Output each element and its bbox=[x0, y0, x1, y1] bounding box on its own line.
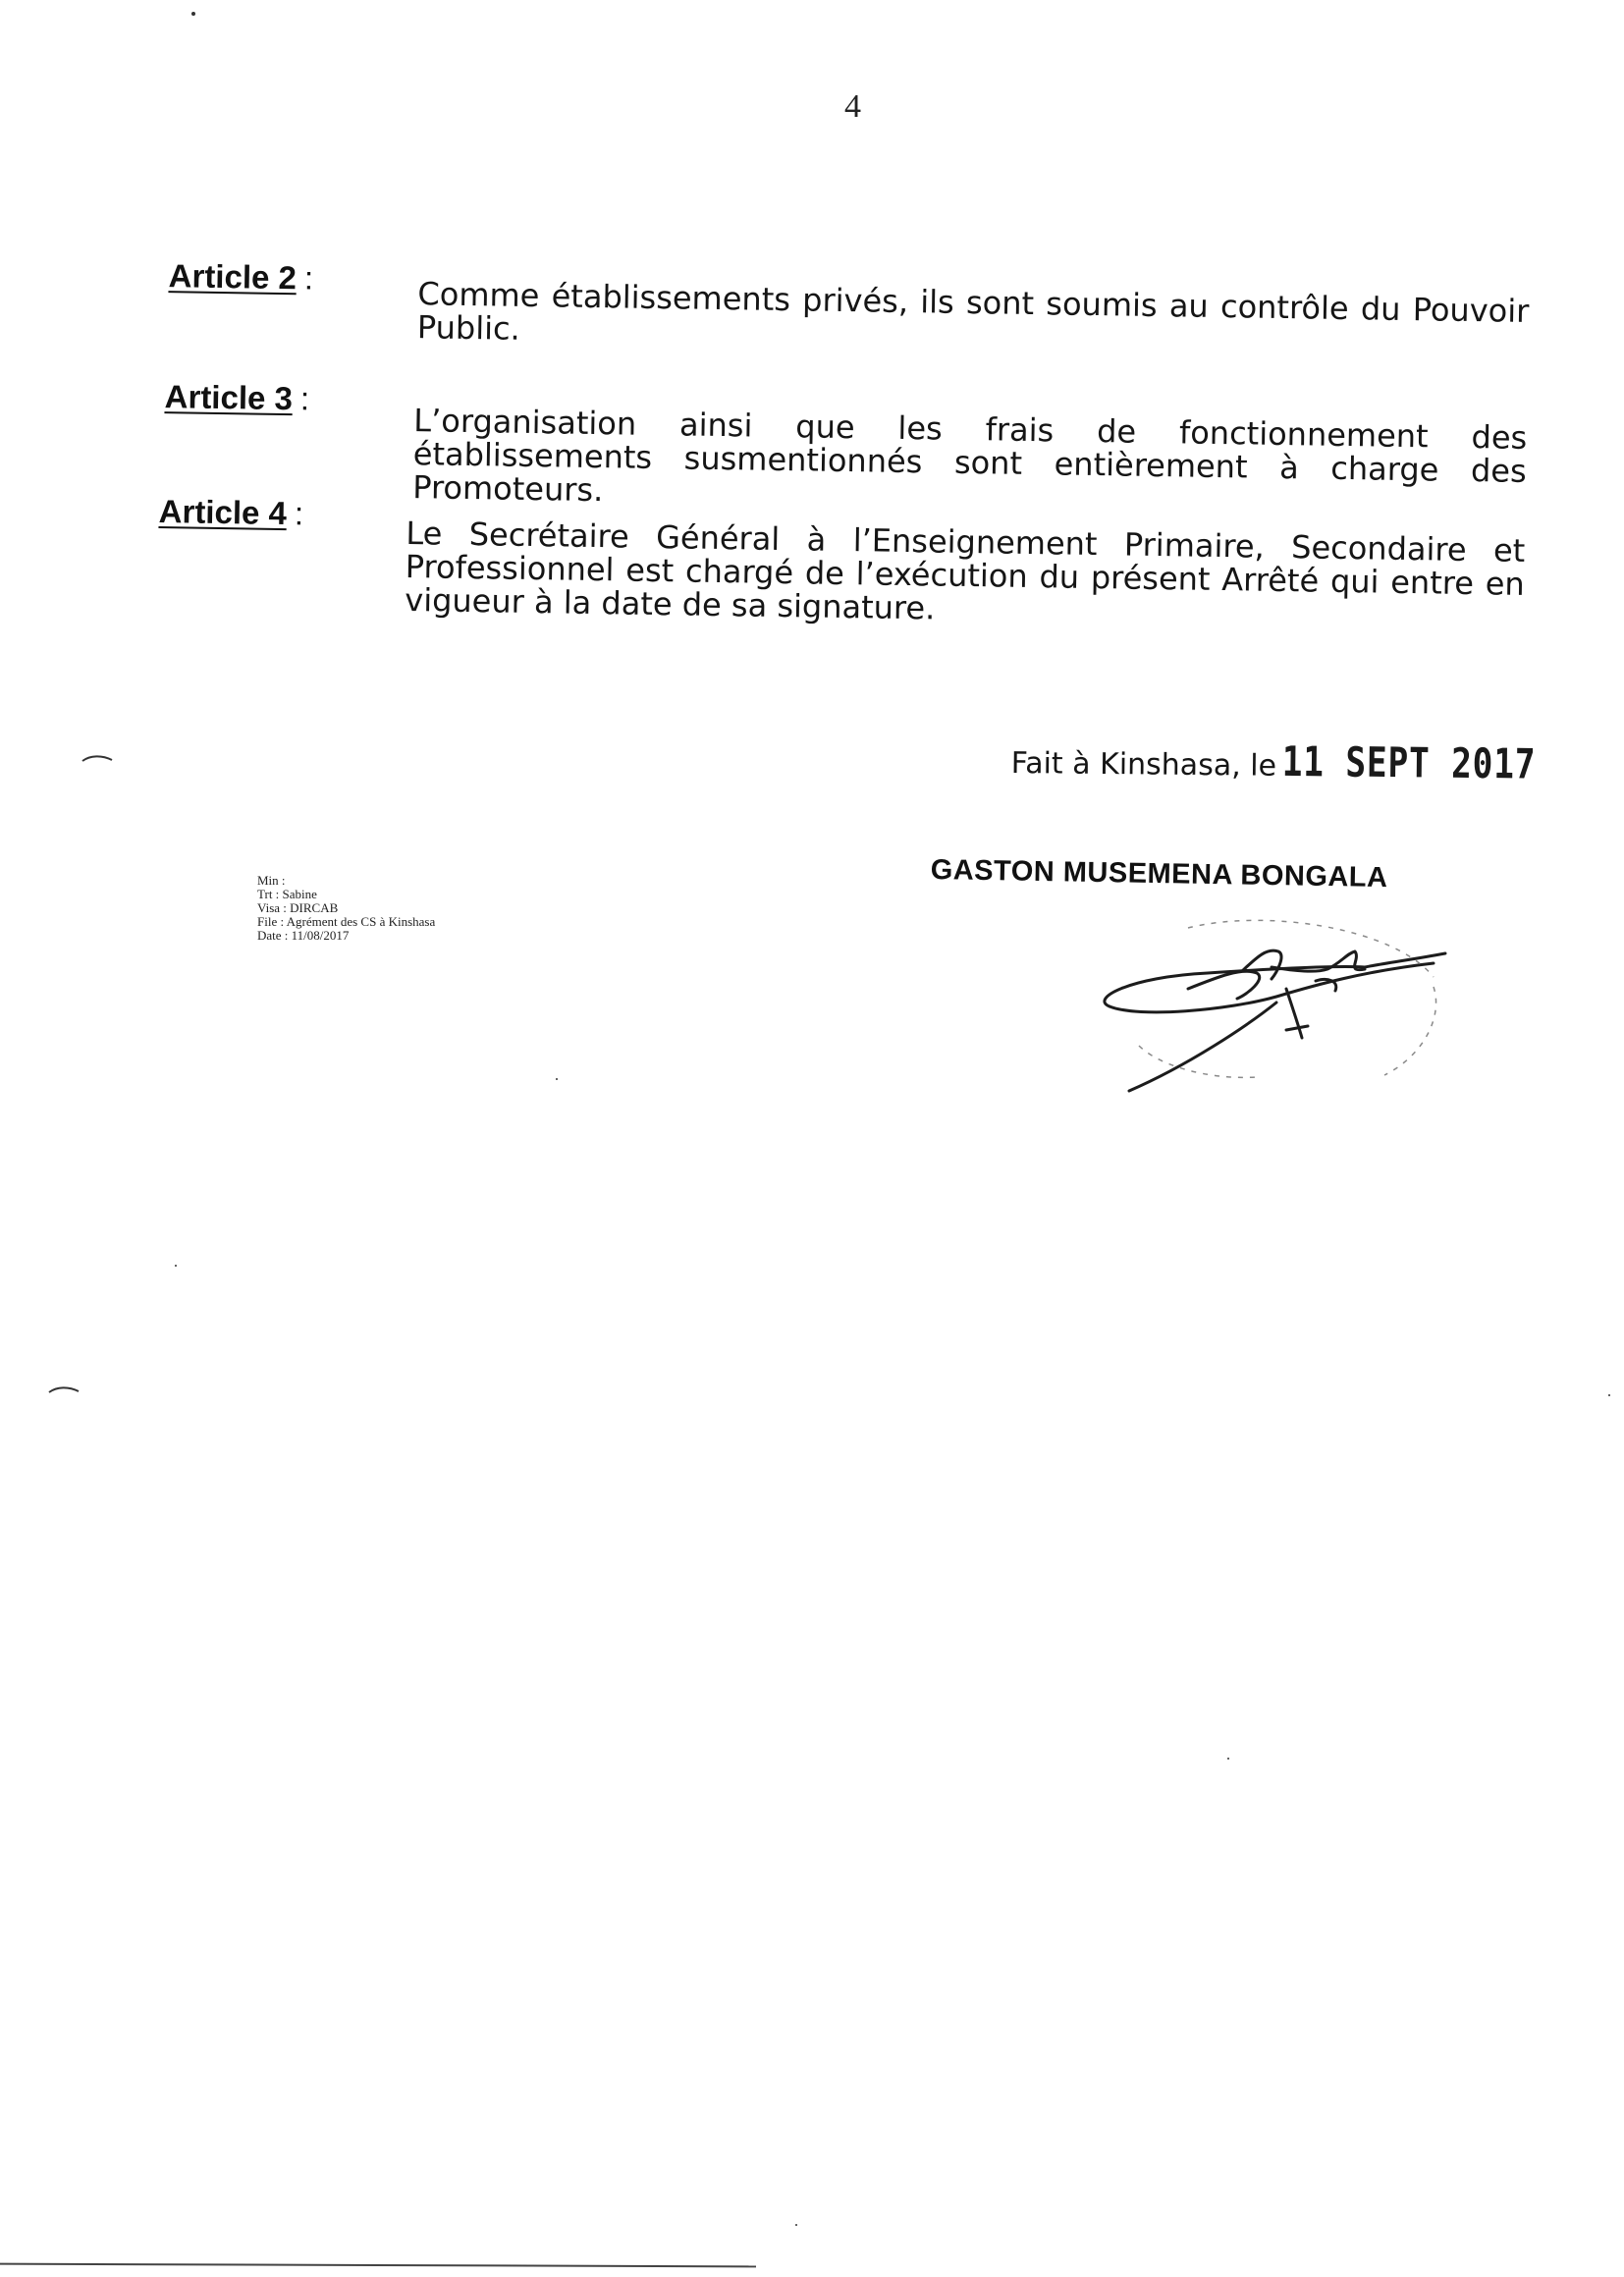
article-3-label bbox=[164, 378, 309, 417]
handwritten-signature bbox=[1070, 908, 1463, 1105]
bottom-scan-edge bbox=[0, 2263, 756, 2268]
date-stamp: 11 SEPT 2017 bbox=[1281, 736, 1538, 788]
signatory-name: GASTON MUSEMENA BONGALA bbox=[930, 854, 1388, 895]
scan-speck bbox=[795, 2224, 797, 2226]
ref-date: Date : 11/08/2017 bbox=[257, 928, 350, 943]
ref-file: File : Agrément des CS à Kinshasa bbox=[257, 914, 436, 929]
article-2-title: Article 2 bbox=[168, 257, 298, 297]
scan-mark bbox=[45, 1382, 84, 1396]
article-3-title: Article 3 bbox=[164, 378, 294, 417]
article-4-text: Le Secrétaire Général à l’Enseignement Primaire, Secondaire et Professionnel est chargé de l’exécution du présent Arrêté qui entre en vigueur à la date de sa signature. bbox=[405, 514, 1526, 627]
scan-speck bbox=[556, 1078, 558, 1080]
article-3-colon: : bbox=[299, 380, 310, 417]
article-2-text: Comme établissements privés, ils sont soumis au contrôle du Pouvoir Public. bbox=[416, 275, 1530, 348]
article-4-label bbox=[158, 493, 303, 532]
article-3-text: L’organisation ainsi que les frais de fonctionnement des établissements susmentionnés sont entièrement à charge des Promoteurs. bbox=[411, 402, 1528, 510]
scan-speck bbox=[175, 1265, 177, 1267]
reference-block bbox=[257, 874, 435, 943]
scan-mark bbox=[79, 751, 118, 765]
scan-speck bbox=[191, 12, 195, 16]
scan-speck bbox=[1227, 1758, 1229, 1760]
article-2 bbox=[0, 254, 1624, 348]
article-4-colon: : bbox=[294, 495, 304, 532]
ref-visa: Visa : DIRCAB bbox=[257, 900, 339, 915]
article-2-colon: : bbox=[303, 259, 314, 297]
signoff-place: Fait à Kinshasa, le bbox=[1010, 745, 1277, 784]
page-number: 4 bbox=[844, 88, 861, 125]
scan-speck bbox=[1608, 1394, 1610, 1396]
article-3 bbox=[0, 375, 1624, 510]
article-4-title: Article 4 bbox=[158, 493, 288, 532]
signoff-line bbox=[1010, 734, 1592, 788]
article-2-label bbox=[168, 257, 313, 297]
ref-trt: Trt : Sabine bbox=[257, 887, 317, 901]
ref-min: Min : bbox=[257, 873, 286, 888]
